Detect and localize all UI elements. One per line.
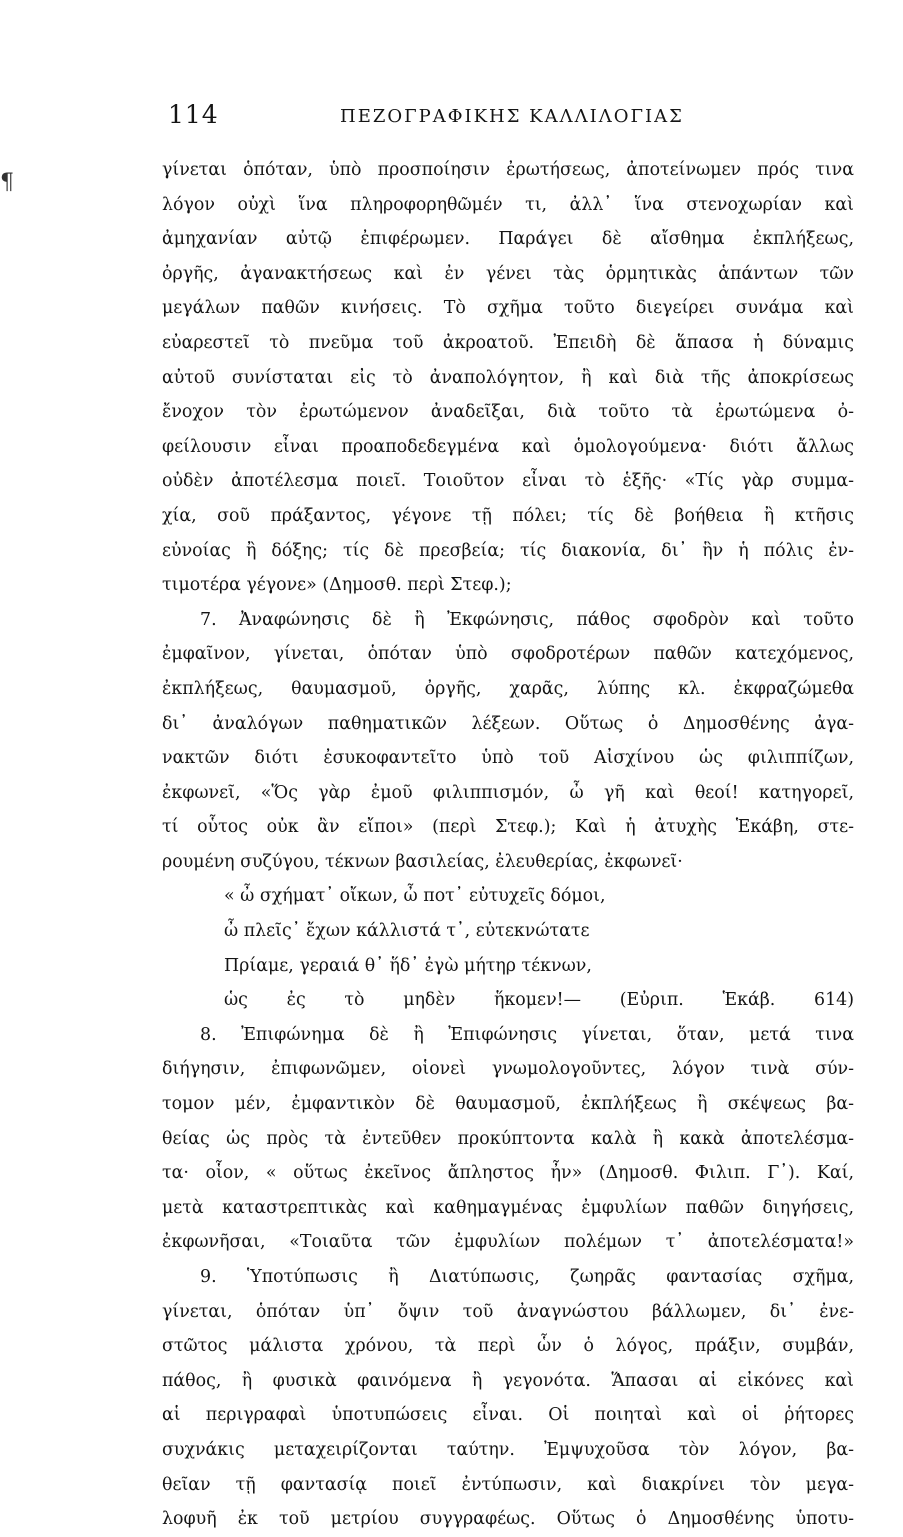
running-title: ΠΕΖΟΓΡΑΦΙΚΗΣ ΚΑΛΛΙΛΟΓΙΑΣ (340, 106, 684, 127)
text-line: τομον μέν, ἐμφαντικὸν δὲ θαυμασμοῦ, ἐκπλήξεως ἢ σκέψεως βα- (162, 1094, 854, 1115)
verse-line: ὡς ἐς τὸ μηδὲν ἥκομεν!— (Εὐριπ. Ἑκάβ. 614) (224, 990, 854, 1011)
text-line: λοφυῆ ἐκ τοῦ μετρίου συγγραφέως. Οὕτως ὁ Δημοσθένης ὑποτυ- (162, 1509, 854, 1530)
text-line: ἐκφωνεῖ, «Ὅς γὰρ ἐμοῦ φιλιππισμόν, ὦ γῆ καὶ θεοί! κατηγορεῖ, (162, 782, 854, 803)
text-line: εὐνοίας ἢ δόξης; τίς δὲ πρεσβεία; τίς διακονία, δι᾽ ἣν ἡ πόλις ἐν- (162, 540, 854, 561)
text-line: γίνεται, ὁπόταν ὑπ᾽ ὄψιν τοῦ ἀναγνώστου βάλλωμεν, δι᾽ ἐνε- (162, 1301, 854, 1322)
text-line: ἐμφαῖνον, γίνεται, ὁπόταν ὑπὸ σφοδροτέρων παθῶν κατεχόμενος, (162, 644, 854, 665)
text-line: τί οὗτος οὐκ ἂν εἴποι» (περὶ Στεφ.); Καὶ ἡ ἀτυχὴς Ἑκάβη, στε- (162, 817, 854, 838)
section-7-heading-line: 7. Ἀναφώνησις δὲ ἢ Ἐκφώνησις, πάθος σφοδρὸν καὶ τοῦτο (200, 609, 854, 630)
text-line: μεγάλων παθῶν κινήσεις. Τὸ σχῆμα τοῦτο διεγείρει συνάμα καὶ (162, 298, 854, 319)
verse-line: ὦ πλεῖς᾽ ἔχων κάλλιστά τ᾽, εὐτεκνώτατε (224, 921, 590, 942)
page-header (168, 100, 856, 136)
text-line: ἐκφωνῆσαι, «Τοιαῦτα τῶν ἐμφυλίων πολέμων τ᾽ ἀποτελέσματα!» (162, 1232, 854, 1253)
section-8-heading-line: 8. Ἐπιφώνημα δὲ ἢ Ἐπιφώνησις γίνεται, ὅταν, μετά τινα (200, 1024, 854, 1045)
text-line: γίνεται ὁπόταν, ὑπὸ προσποίησιν ἐρωτήσεως, ἀποτείνωμεν πρός τινα (162, 160, 854, 180)
text-line: αἱ περιγραφαὶ ὑποτυπώσεις εἶναι. Οἱ ποιηταὶ καὶ οἱ ῥήτορες (162, 1405, 854, 1426)
text-line: ἀμηχανίαν αὐτῷ ἐπιφέρωμεν. Παράγει δὲ αἴσθημα ἐκπλήξεως, (162, 229, 854, 250)
text-line: διήγησιν, ἐπιφωνῶμεν, οἱονεὶ γνωμολογοῦντες, λόγον τινὰ σύν- (162, 1059, 854, 1080)
text-line: ὀργῆς, ἀγανακτήσεως καὶ ἐν γένει τὰς ὁρμητικὰς ἁπάντων τῶν (162, 263, 854, 284)
text-line: μετὰ καταστρεπτικὰς καὶ καθημαγμένας ἐμφυλίων παθῶν διηγήσεις, (162, 1197, 854, 1218)
text-line: θείας ὡς πρὸς τὰ ἐντεῦθεν προκύπτοντα καλὰ ἢ κακὰ ἀποτελέσμα- (162, 1128, 854, 1149)
text-line: συχνάκις μεταχειρίζονται ταύτην. Ἐμψυχοῦσα τὸν λόγον, βα- (162, 1439, 854, 1460)
body-text (162, 153, 854, 1537)
text-line: τα· οἷον, « οὕτως ἐκεῖνος ἄπληστος ἦν» (Δημοσθ. Φιλιπ. Γ᾽). Καί, (162, 1163, 854, 1184)
text-line: δι᾽ ἀναλόγων παθηματικῶν λέξεων. Οὕτως ὁ Δημοσθένης ἀγα- (162, 713, 854, 734)
text-line: εὐαρεστεῖ τὸ πνεῦμα τοῦ ἀκροατοῦ. Ἐπειδὴ δὲ ἅπασα ἡ δύναμις (162, 332, 854, 353)
text-line: στῶτος μάλιστα χρόνου, τὰ περὶ ὧν ὁ λόγος, πράξιν, συμβάν, (162, 1336, 854, 1357)
margin-mark: ¶ (0, 170, 14, 195)
text-line: ρουμένη συζύγου, τέκνων βασιλείας, ἐλευθερίας, ἐκφωνεῖ· (162, 851, 683, 872)
text-line: φείλουσιν εἶναι προαποδεδεγμένα καὶ ὁμολογούμενα· διότι ἄλλως (162, 436, 854, 457)
text-line: χία, σοῦ πράξαντος, γέγονε τῇ πόλει; τίς δὲ βοήθεια ἢ κτῆσις (162, 505, 854, 526)
text-line: αὐτοῦ συνίσταται εἰς τὸ ἀναπολόγητον, ἢ καὶ διὰ τῆς ἀποκρίσεως (162, 367, 854, 388)
text-line: πάθος, ἢ φυσικὰ φαινόμενα ἢ γεγονότα. Ἅπασαι αἱ εἰκόνες καὶ (162, 1370, 854, 1391)
text-line: ἔνοχον τὸν ἐρωτώμενον ἀναδεῖξαι, διὰ τοῦτο τὰ ἐρωτώμενα ὀ- (162, 402, 854, 423)
text-line: ἐκπλήξεως, θαυμασμοῦ, ὀργῆς, χαρᾶς, λύπης κλ. ἐκφραζώμεθα (162, 678, 854, 699)
text-line: λόγον οὐχὶ ἵνα πληροφορηθῶμέν τι, ἀλλ᾽ ἵνα στενοχωρίαν καὶ (162, 194, 854, 215)
text-line: θεῖαν τῇ φαντασίᾳ ποιεῖ ἐντύπωσιν, καὶ διακρίνει τὸν μεγα- (162, 1474, 854, 1495)
page-number: 114 (168, 100, 219, 129)
section-9-heading-line: 9. Ὑποτύπωσις ἢ Διατύπωσις, ζωηρᾶς φαντασίας σχῆμα, (200, 1267, 854, 1287)
verse-line: « ὦ σχήματ᾽ οἴκων, ὦ ποτ᾽ εὐτυχεῖς δόμοι, (224, 886, 606, 907)
text-line: τιμοτέρα γέγονε» (Δημοσθ. περὶ Στεφ.); (162, 575, 512, 596)
verse-line: Πρίαμε, γεραιά θ᾽ ἥδ᾽ ἐγὼ μήτηρ τέκνων, (224, 955, 592, 976)
text-line: νακτῶν διότι ἐσυκοφαντεῖτο ὑπὸ τοῦ Αἰσχίνου ὡς φιλιππίζων, (162, 748, 854, 769)
text-line: οὐδὲν ἀποτέλεσμα ποιεῖ. Τοιοῦτον εἶναι τὸ ἑξῆς· «Τίς γὰρ συμμα- (162, 471, 854, 492)
